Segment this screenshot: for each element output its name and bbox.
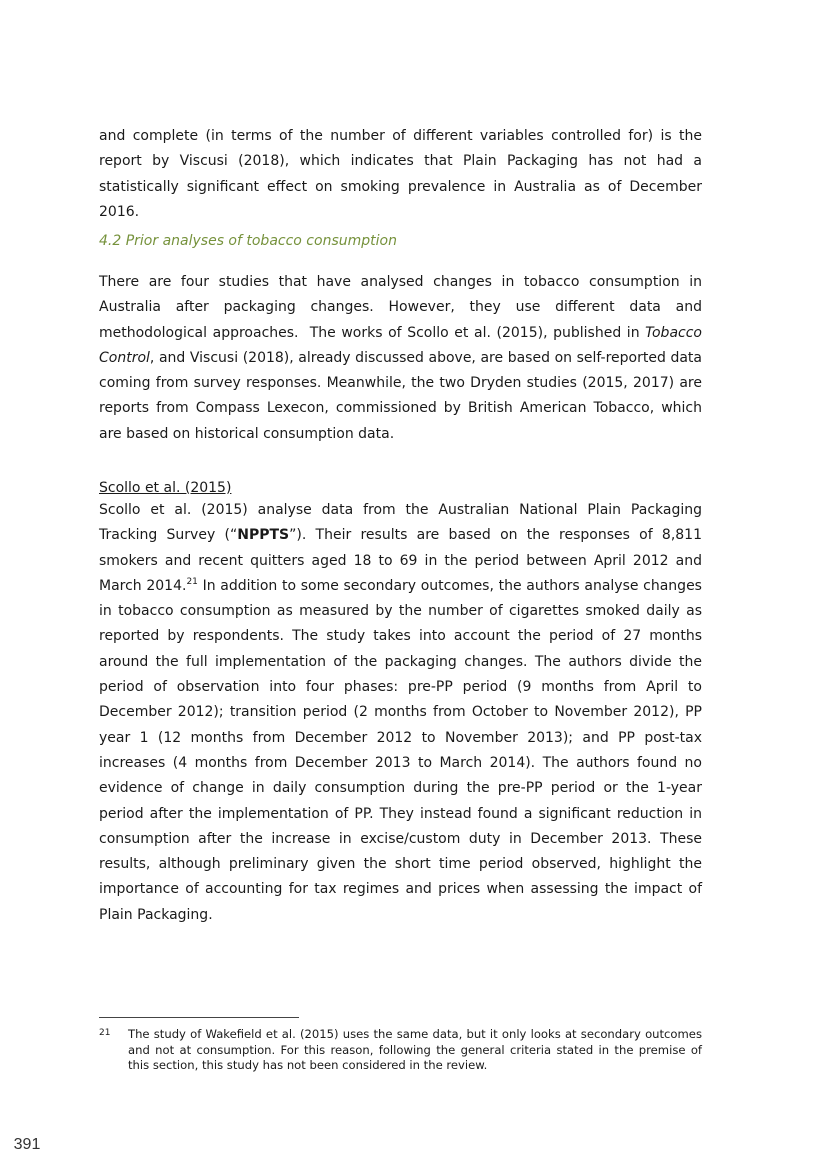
paragraph-text: In addition to some secondary outcomes, the authors analyse changes in tobacco consumption as measured by the number of cigarettes smoked daily as reported by respondents. The study takes into account the period of 27 months around the full implementation of the packaging changes. The authors divide the period of observation into four phases: pre-PP period (9 months from April to December 2012); transition period (2 months from October to November 2012), PP year 1 (12 months from December 2012 to November 2013); and PP post-tax increases (4 months from December 2013 to March 2014). The authors found no evidence of change in daily consumption during the pre-PP period or the 1-year period after the implementation of PP. They instead found a significant reduction in consumption after the increase in excise/custom duty in December 2013. These results, although preliminary given the short time period observed, highlight the importance of accounting for tax regimes and prices when assessing the impact of Plain Packaging. xyxy=(99,577,702,923)
abbreviation: NPPTS xyxy=(237,527,290,544)
footnote-text: The study of Wakefield et al. (2015) uses the same data, but it only looks at secondary outcomes and not at consumption. For this reason, following the general criteria stated in the premise of this section, this study has not been considered in the review. xyxy=(128,1027,702,1072)
paragraph-text: , and Viscusi (2018), already discussed above, are based on self-reported data coming from survey responses. Meanwhile, the two Dryden studies (2015, 2017) are reports from Compass Lexecon, commissioned by British American Tobacco, which are based on historical consumption data. xyxy=(99,349,702,442)
footnote-number: 21 xyxy=(99,1028,111,1038)
paragraph-prevalence-conclusion: and complete (in terms of the number of different variables controlled for) is the report by Viscusi (2018), which indicates that Plain Packaging has not had a statistically significant effect on smoking prevalence in Australia as of December 2016. xyxy=(99,128,702,220)
footnote xyxy=(99,1027,702,1074)
footnote-reference[interactable]: 21 xyxy=(186,576,198,587)
journal-title: Tobacco Control xyxy=(99,324,702,366)
section-heading: 4.2 Prior analyses of tobacco consumption xyxy=(99,233,397,249)
subsection-heading: Scollo et al. (2015) xyxy=(99,480,232,496)
footnote-divider xyxy=(99,1017,299,1018)
paragraph-consumption-studies xyxy=(99,270,702,447)
paragraph-scollo-study xyxy=(99,498,702,928)
page-number: 391 xyxy=(13,1136,41,1153)
paragraph-text: Scollo et al. (2015) analyse data from the Australian National Plain Packaging Tracking Survey (“ xyxy=(99,502,702,544)
paragraph-text: There are four studies that have analysed changes in tobacco consumption in Australia after packaging changes. However, they use different data and methodological approaches. The works of Scollo et al. (2015), published in xyxy=(99,274,702,341)
paragraph-text: ”). Their results are based on the responses of 8,811 smokers and recent quitters aged 18 to 69 in the period between April 2012 and March 2014. xyxy=(99,527,702,594)
